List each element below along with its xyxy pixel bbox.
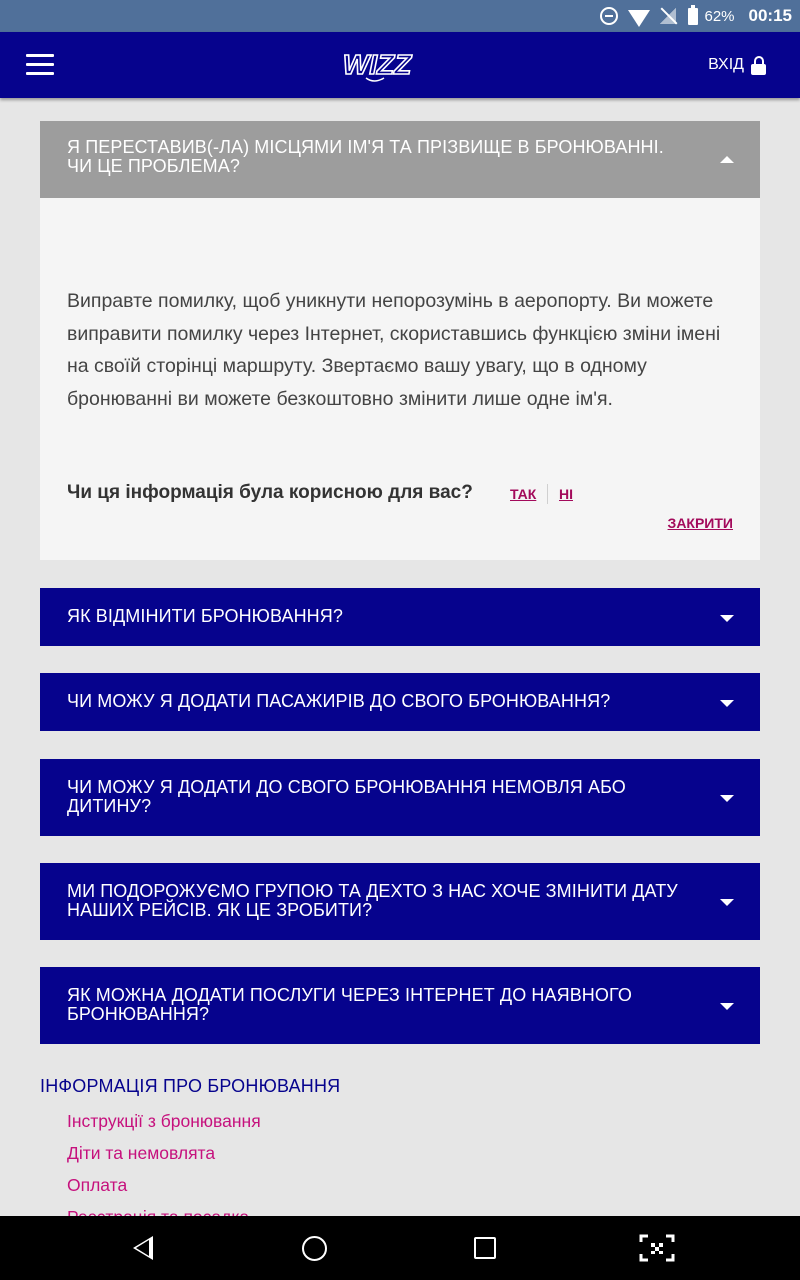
back-icon[interactable] bbox=[133, 1236, 153, 1260]
status-icons bbox=[600, 0, 792, 32]
feedback-divider bbox=[547, 484, 548, 504]
caret-down-icon bbox=[720, 899, 734, 906]
info-link-children-infants[interactable]: Діти та немовлята bbox=[67, 1143, 216, 1163]
recent-apps-icon[interactable] bbox=[474, 1237, 496, 1259]
battery-percent: 62% bbox=[704, 7, 735, 25]
faq-item-expanded bbox=[40, 121, 760, 560]
faq-question: ЧИ МОЖУ Я ДОДАТИ ПАСАЖИРІВ ДО СВОГО БРОНЮВАННЯ? bbox=[67, 691, 611, 711]
faq-question: ЧИ МОЖУ Я ДОДАТИ ДО СВОГО БРОНЮВАННЯ НЕМОВЛЯ АБО ДИТИНУ? bbox=[67, 777, 626, 816]
wizz-logo[interactable] bbox=[336, 46, 418, 86]
faq-content bbox=[40, 121, 760, 1195]
lock-icon bbox=[751, 56, 766, 75]
faq-answer-panel bbox=[40, 198, 760, 560]
login-button[interactable] bbox=[708, 54, 766, 76]
info-link-booking-instructions[interactable]: Інструкції з бронювання bbox=[67, 1111, 261, 1131]
menu-icon[interactable] bbox=[26, 54, 54, 76]
caret-down-icon bbox=[720, 795, 734, 802]
caret-up-icon[interactable] bbox=[720, 156, 734, 163]
status-bar bbox=[0, 0, 800, 32]
caret-down-icon bbox=[720, 700, 734, 707]
home-icon[interactable] bbox=[302, 1236, 327, 1261]
faq-item-group-date-change[interactable] bbox=[40, 863, 760, 940]
feedback-no-link[interactable]: НІ bbox=[559, 486, 573, 502]
screen-capture-icon[interactable] bbox=[639, 1234, 675, 1262]
no-signal-icon bbox=[660, 8, 676, 24]
feedback-question: Чи ця інформація була корисною для вас? bbox=[67, 482, 473, 503]
do-not-disturb-icon bbox=[600, 7, 618, 25]
info-link-payment[interactable]: Оплата bbox=[67, 1175, 128, 1195]
faq-answer-text: Виправте помилку, щоб уникнути непорозумінь в аеропорту. Ви можете виправити помилку через Інтернет, скориставшись функцією зміни імені на своїй сторінці маршруту. Звертаємо вашу увагу, що в одному бронюванні ви можете безкоштовно змінити лише одне ім'я. bbox=[67, 290, 721, 410]
info-section-title: ІНФОРМАЦІЯ ПРО БРОНЮВАННЯ bbox=[40, 1076, 341, 1096]
faq-item-add-passengers[interactable] bbox=[40, 673, 760, 731]
caret-down-icon bbox=[720, 1003, 734, 1010]
app-header bbox=[0, 32, 800, 98]
system-nav-bar bbox=[0, 1216, 800, 1280]
faq-question-header[interactable] bbox=[40, 121, 760, 198]
faq-question: Я ПЕРЕСТАВИВ(-ЛА) МІСЦЯМИ ІМ'Я ТА ПРІЗВИЩЕ В БРОНЮВАННІ. ЧИ ЦЕ ПРОБЛЕМА? bbox=[67, 137, 664, 176]
battery-icon bbox=[688, 8, 698, 25]
login-label: ВХІД bbox=[708, 56, 744, 73]
faq-question: ЯК ВІДМІНИТИ БРОНЮВАННЯ? bbox=[67, 606, 343, 626]
logo-text: WIZZ bbox=[342, 49, 412, 80]
faq-item-add-services[interactable] bbox=[40, 967, 760, 1044]
feedback-yes-link[interactable]: ТАК bbox=[510, 486, 537, 502]
close-link[interactable]: ЗАКРИТИ bbox=[667, 515, 733, 531]
faq-question: МИ ПОДОРОЖУЄМО ГРУПОЮ ТА ДЕХТО З НАС ХОЧЕ ЗМІНИТИ ДАТУ НАШИХ РЕЙСІВ. ЯК ЦЕ ЗРОБИТИ? bbox=[67, 881, 678, 920]
faq-item-add-infant[interactable] bbox=[40, 759, 760, 836]
faq-question: ЯК МОЖНА ДОДАТИ ПОСЛУГИ ЧЕРЕЗ ІНТЕРНЕТ ДО НАЯВНОГО БРОНЮВАННЯ? bbox=[67, 985, 632, 1024]
caret-down-icon bbox=[720, 615, 734, 622]
clock: 00:15 bbox=[748, 6, 792, 25]
wifi-icon bbox=[628, 10, 650, 27]
faq-item-cancel-booking[interactable] bbox=[40, 588, 760, 646]
